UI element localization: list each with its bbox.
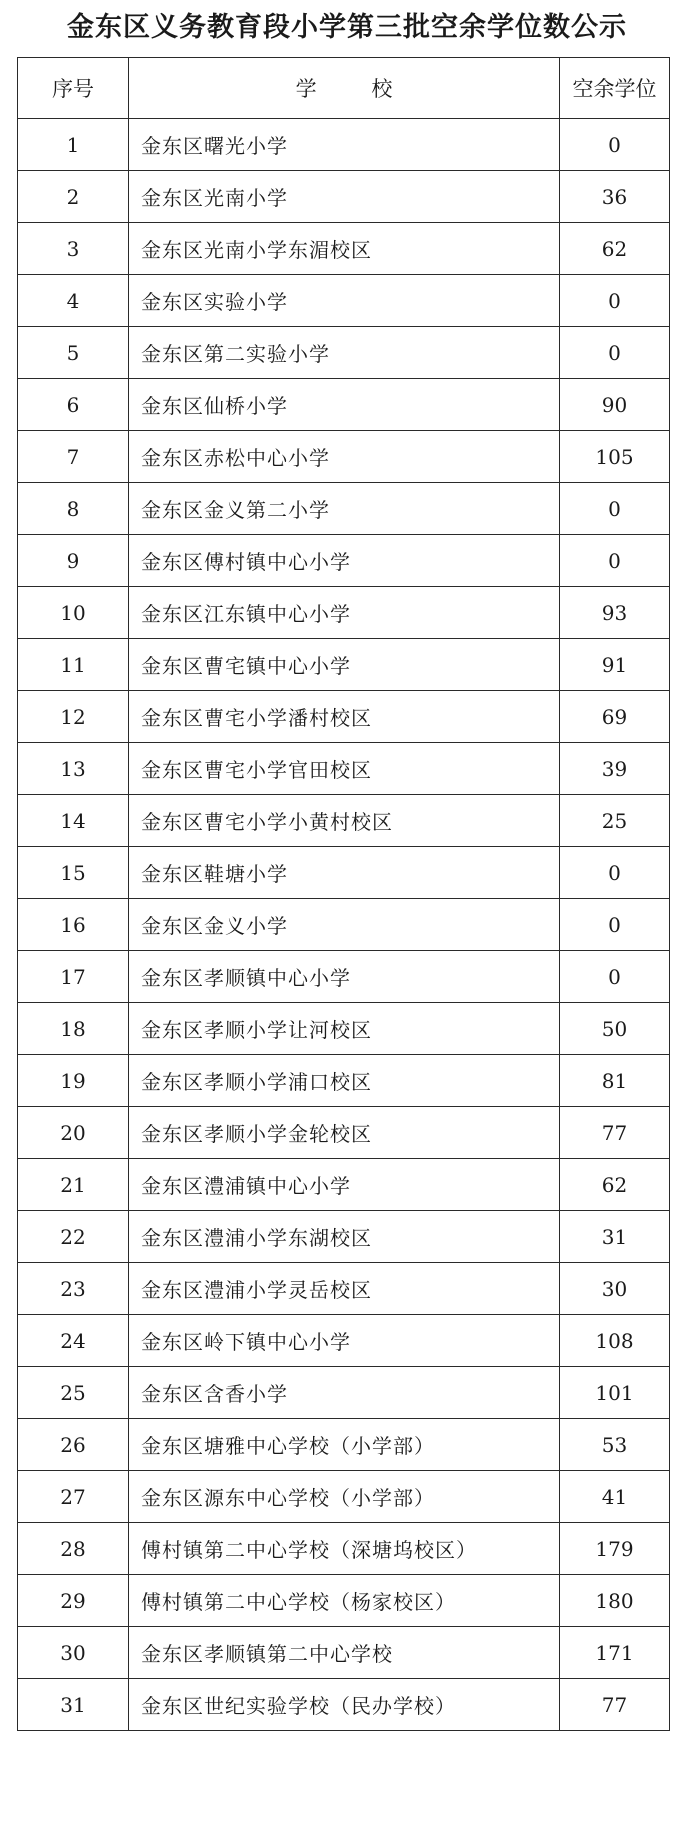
school-name-cell: 金东区金义小学 [129, 899, 560, 951]
school-name-cell: 金东区塘雅中心学校（小学部） [129, 1419, 560, 1471]
row-number-cell: 28 [18, 1523, 129, 1575]
table-row [18, 1159, 670, 1211]
row-number-cell: 5 [18, 327, 129, 379]
school-name-cell: 金东区仙桥小学 [129, 379, 560, 431]
row-number-cell: 11 [18, 639, 129, 691]
school-name-cell: 金东区源东中心学校（小学部） [129, 1471, 560, 1523]
school-name-cell: 金东区鞋塘小学 [129, 847, 560, 899]
row-number-cell: 24 [18, 1315, 129, 1367]
vacant-seats-cell: 77 [560, 1107, 670, 1159]
table-row [18, 899, 670, 951]
vacant-seats-cell: 0 [560, 483, 670, 535]
row-number-cell: 17 [18, 951, 129, 1003]
table-row [18, 1211, 670, 1263]
row-number-cell: 8 [18, 483, 129, 535]
row-number-cell: 9 [18, 535, 129, 587]
column-header-no: 序号 [18, 58, 129, 119]
vacant-seats-cell: 41 [560, 1471, 670, 1523]
table-row [18, 1263, 670, 1315]
vacant-seats-cell: 39 [560, 743, 670, 795]
table-row [18, 1419, 670, 1471]
school-name-cell: 金东区曹宅镇中心小学 [129, 639, 560, 691]
column-header-school: 学 校 [129, 58, 560, 119]
row-number-cell: 19 [18, 1055, 129, 1107]
school-name-cell: 金东区世纪实验学校（民办学校） [129, 1679, 560, 1731]
row-number-cell: 7 [18, 431, 129, 483]
row-number-cell: 29 [18, 1575, 129, 1627]
table-row [18, 743, 670, 795]
table-body [18, 119, 670, 1731]
school-name-cell: 金东区金义第二小学 [129, 483, 560, 535]
school-name-cell: 金东区光南小学东湄校区 [129, 223, 560, 275]
school-name-cell: 金东区曹宅小学小黄村校区 [129, 795, 560, 847]
vacant-seats-cell: 91 [560, 639, 670, 691]
school-name-cell: 金东区澧浦小学东湖校区 [129, 1211, 560, 1263]
school-name-cell: 金东区实验小学 [129, 275, 560, 327]
table-row [18, 379, 670, 431]
row-number-cell: 6 [18, 379, 129, 431]
school-name-cell: 傅村镇第二中心学校（深塘坞校区） [129, 1523, 560, 1575]
vacant-seats-cell: 180 [560, 1575, 670, 1627]
vacant-seats-cell: 105 [560, 431, 670, 483]
school-name-cell: 金东区光南小学 [129, 171, 560, 223]
row-number-cell: 14 [18, 795, 129, 847]
vacant-seats-cell: 93 [560, 587, 670, 639]
table-row [18, 483, 670, 535]
vacant-seats-cell: 90 [560, 379, 670, 431]
row-number-cell: 3 [18, 223, 129, 275]
vacant-seats-cell: 0 [560, 847, 670, 899]
row-number-cell: 20 [18, 1107, 129, 1159]
table-row [18, 275, 670, 327]
row-number-cell: 2 [18, 171, 129, 223]
row-number-cell: 16 [18, 899, 129, 951]
vacant-seats-cell: 0 [560, 275, 670, 327]
school-name-cell: 金东区澧浦镇中心小学 [129, 1159, 560, 1211]
school-name-cell: 金东区孝顺小学金轮校区 [129, 1107, 560, 1159]
vacant-seats-cell: 81 [560, 1055, 670, 1107]
school-name-cell: 金东区傅村镇中心小学 [129, 535, 560, 587]
table-row [18, 1471, 670, 1523]
school-name-cell: 金东区第二实验小学 [129, 327, 560, 379]
table-row [18, 691, 670, 743]
school-name-cell: 金东区孝顺小学浦口校区 [129, 1055, 560, 1107]
row-number-cell: 21 [18, 1159, 129, 1211]
table-row [18, 119, 670, 171]
vacant-seats-cell: 171 [560, 1627, 670, 1679]
table-row [18, 1523, 670, 1575]
vacant-seats-cell: 0 [560, 535, 670, 587]
vacant-seats-cell: 101 [560, 1367, 670, 1419]
vacant-seats-cell: 53 [560, 1419, 670, 1471]
vacant-seats-cell: 31 [560, 1211, 670, 1263]
table-row [18, 1679, 670, 1731]
row-number-cell: 4 [18, 275, 129, 327]
page-title: 金东区义务教育段小学第三批空余学位数公示 [67, 12, 627, 43]
school-name-cell: 金东区孝顺镇中心小学 [129, 951, 560, 1003]
table-row [18, 223, 670, 275]
school-name-cell: 金东区赤松中心小学 [129, 431, 560, 483]
vacant-seats-cell: 62 [560, 223, 670, 275]
vacant-seats-cell: 0 [560, 119, 670, 171]
school-name-cell: 金东区岭下镇中心小学 [129, 1315, 560, 1367]
school-name-cell: 金东区澧浦小学灵岳校区 [129, 1263, 560, 1315]
school-name-cell: 金东区曙光小学 [129, 119, 560, 171]
vacant-seats-cell: 0 [560, 899, 670, 951]
school-name-cell: 傅村镇第二中心学校（杨家校区） [129, 1575, 560, 1627]
vacant-seats-cell: 36 [560, 171, 670, 223]
row-number-cell: 13 [18, 743, 129, 795]
column-header-seats: 空余学位 [560, 58, 670, 119]
row-number-cell: 1 [18, 119, 129, 171]
table-row [18, 1003, 670, 1055]
table-row [18, 639, 670, 691]
vacant-seats-cell: 69 [560, 691, 670, 743]
table-row [18, 1055, 670, 1107]
table-row [18, 1627, 670, 1679]
row-number-cell: 27 [18, 1471, 129, 1523]
table-row [18, 1575, 670, 1627]
row-number-cell: 15 [18, 847, 129, 899]
school-name-cell: 金东区曹宅小学官田校区 [129, 743, 560, 795]
row-number-cell: 18 [18, 1003, 129, 1055]
vacant-seats-cell: 108 [560, 1315, 670, 1367]
table-row [18, 847, 670, 899]
row-number-cell: 26 [18, 1419, 129, 1471]
vacant-seats-cell: 30 [560, 1263, 670, 1315]
vacant-seats-cell: 25 [560, 795, 670, 847]
school-name-cell: 金东区曹宅小学潘村校区 [129, 691, 560, 743]
row-number-cell: 25 [18, 1367, 129, 1419]
school-name-cell: 金东区江东镇中心小学 [129, 587, 560, 639]
row-number-cell: 22 [18, 1211, 129, 1263]
vacant-seats-cell: 77 [560, 1679, 670, 1731]
table-row [18, 587, 670, 639]
vacant-seats-cell: 50 [560, 1003, 670, 1055]
vacant-seats-cell: 0 [560, 951, 670, 1003]
vacant-seats-cell: 179 [560, 1523, 670, 1575]
school-name-cell: 金东区含香小学 [129, 1367, 560, 1419]
table-header-row [18, 58, 670, 119]
table-row [18, 795, 670, 847]
table-row [18, 1107, 670, 1159]
row-number-cell: 10 [18, 587, 129, 639]
table-row [18, 1367, 670, 1419]
vacancy-table [17, 57, 670, 1731]
table-row [18, 171, 670, 223]
table-row [18, 1315, 670, 1367]
row-number-cell: 30 [18, 1627, 129, 1679]
table-row [18, 327, 670, 379]
vacant-seats-cell: 0 [560, 327, 670, 379]
table-row [18, 951, 670, 1003]
row-number-cell: 23 [18, 1263, 129, 1315]
school-name-cell: 金东区孝顺小学让河校区 [129, 1003, 560, 1055]
school-name-cell: 金东区孝顺镇第二中心学校 [129, 1627, 560, 1679]
table-row [18, 535, 670, 587]
table-row [18, 431, 670, 483]
vacant-seats-cell: 62 [560, 1159, 670, 1211]
row-number-cell: 31 [18, 1679, 129, 1731]
row-number-cell: 12 [18, 691, 129, 743]
